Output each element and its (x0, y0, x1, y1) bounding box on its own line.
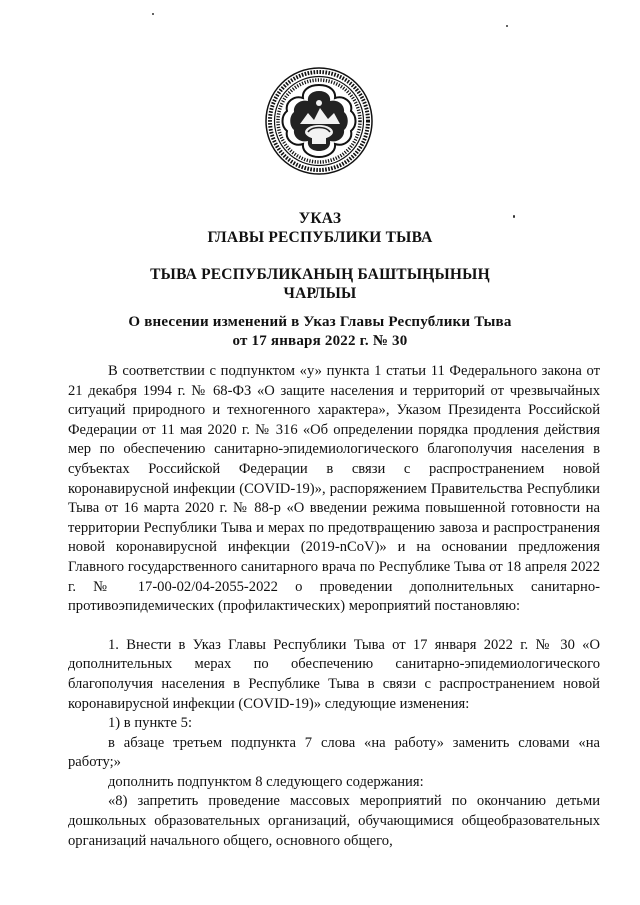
decree-title (60, 209, 580, 247)
decree-title-tuvan (60, 265, 580, 303)
decree-issuer-line: ГЛАВЫ РЕСПУБЛИКИ ТЫВА (207, 229, 433, 246)
decree-subject-line: О внесении изменений в Указ Главы Республики Тыва (128, 314, 512, 330)
clause-paragraph: 1. Внести в Указ Главы Республики Тыва от 17 января 2022 г. № 30 «О дополнительных мерах по обеспечению санитарно-эпидемиологического благополучия населения в Республике Тыва в связи с распространением новой коронавирусной инфекции (COVID-19)» следующие изменения: (68, 636, 600, 712)
tuvan-title-line: ТЫВА РЕСПУБЛИКАНЫҢ БАШТЫҢЫНЫҢ (150, 266, 490, 283)
decree-body (68, 362, 600, 851)
decree-subject (60, 313, 580, 351)
decree-title-line: УКАЗ (298, 210, 342, 227)
decree-subject-date: от 17 января 2022 г. № 30 (232, 333, 408, 349)
clause-paragraph: дополнить подпунктом 8 следующего содержания: (108, 773, 424, 790)
tuvan-title-line: ЧАРЛЫЫ (283, 285, 357, 302)
clause-paragraph: в абзаце третьем подпункта 7 слова «на работу» заменить словами «на работу;» (68, 734, 600, 771)
scan-speck (506, 25, 508, 27)
republic-of-tuva-coat-of-arms-icon (264, 66, 374, 176)
preamble-paragraph: В соответствии с подпунктом «у» пункта 1 статьи 11 Федерального закона от 21 декабря 1994 г. № 68-ФЗ «О защите населения и территорий от чрезвычайных ситуаций природного и техногенного характера», Указом Президента Российской Федерации от 11 мая 2020 г. № 316 «Об определении порядка продления действия мер по обеспечению санитарно-эпидемиологического благополучия населения в субъектах Российской Федерации в связи с распространением новой коронавирусной инфекции (COVID-19)», распоряжением Правительства Республики Тыва от 16 марта 2020 г. № 88-р «О введении режима повышенной готовности на территории Республики Тыва и мерах по предотвращению завоза и распространения новой коронавирусной инфекции (2019-nCoV)» и на основании предложения Главного государственного санитарного врача по Республике Тыва от 18 апреля 2022 г. № 17-00-02/04-2055-2022 о проведении дополнительных санитарно-противоэпидемических (профилактических) мероприятий постановляю: (68, 363, 600, 615)
clause-paragraph: «8) запретить проведение массовых мероприятий по окончанию детьми дошкольных образовательных организаций, обучающимися общеобразовательных организаций начального общего, основного общего, (68, 793, 600, 849)
scan-speck (152, 13, 154, 15)
clause-paragraph: 1) в пункте 5: (108, 715, 193, 732)
